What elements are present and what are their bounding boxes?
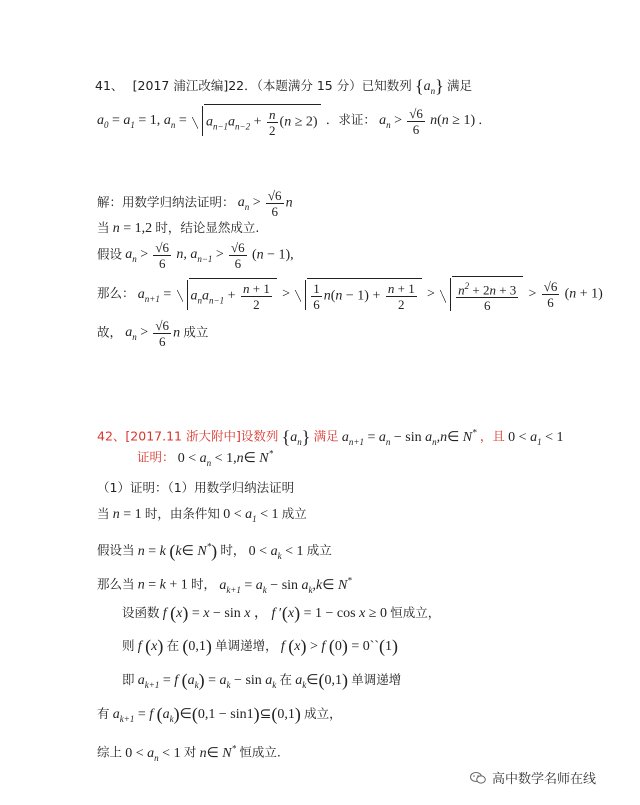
p42-step-9: 综上 $0 < a_n < 1$ 对 n∈ N* 恒成立.: [97, 743, 281, 763]
p41-solution-intro: 解：用数学归纳法证明： $a_n$ > $\frac{√6}{6}$ n: [97, 188, 293, 219]
p41-header: 41、 [2017 浦江改编]22．（本题满分 15 分）已知数列 $\{a_n\}$ 满足: [95, 76, 473, 96]
watermark-text: 高中数学名师在线: [492, 772, 597, 787]
p42-step-1: （1）证明：（1）用数学归纳法证明: [97, 480, 295, 495]
p42-step-4: 那么当 n = k + 1 时， $a_{k+1} = a_k - \sin$ $a_k,k\in$ N*: [97, 575, 352, 595]
p41-conclusion: 故， $a_n$ > $\frac{√6}{6}$ n 成立: [97, 318, 209, 349]
watermark: [470, 768, 596, 787]
p42-step-8: 有 $a_{k+1} = f$ $(a_k)\in(0,1$ − sin1)⊆(0,1) 成立，: [97, 704, 342, 724]
p42-to-prove: 证明： $0 < a_n$ < 1,n∈ N*: [137, 448, 274, 468]
p42-step-7: 即 $a_{k+1} = f$ $(a_k) = a_k - \sin a_k$ 在 $a_k\in(0,1)$ 单调递增: [122, 670, 402, 690]
p41-condition: $a_0 = a_1 = 1$, $a_n = a_{n-1}a_{n-2}$ + $\frac{n}{2}$ (n ≥ 2) ．求证： $a_n$ > $\frac{√6}{6}$ n(n ≥ 1) ．: [97, 105, 491, 138]
p42-step-2: 当 n = 1 时，由条件知 $0 < a_1 < 1$ 成立: [97, 506, 307, 524]
p42-step-5: 设函数 f (x) = x − sin x ， f ′(x) = 1 − cos x ≥ 0 恒成立，: [122, 603, 441, 623]
p41-base-case: 当 n = 1,2 时，结论显然成立.: [97, 220, 260, 236]
p41-assumption: 假设 $a_n$ > $\frac{√6}{6}$ n, $a_{n-1}$ > $\frac{√6}{6}$ (n − 1),: [97, 240, 294, 271]
p42-step-3: 假设当 n = k (k∈ N*) 时， $0 < a_k < 1$ 成立: [97, 540, 332, 561]
wechat-icon: [470, 771, 486, 785]
p41-inductive-step: 那么： $a_{n+1} = a_na_{n-1}$ + $\frac{n + 1}{2}$ > $\frac{1}{6}$ n(n − 1) + $\frac{n + 1}{2}$ > $\frac{n^2 + 2n + 3}{6}$ > $\frac{√6}{6}$ (n + 1): [97, 276, 603, 312]
p42-step-6: 则 f (x) 在 (0,1) 单调递增， f (x) > f (0) = 0``(1): [122, 636, 399, 656]
p42-header: 42、[2017.11 浙大附中]设数列 $\{a_n\}$ 满足 $a_{n+1} = a_n - \sin$ $a_n,n\in$ N* ，且 $0 < a_1 < 1$: [97, 426, 564, 447]
